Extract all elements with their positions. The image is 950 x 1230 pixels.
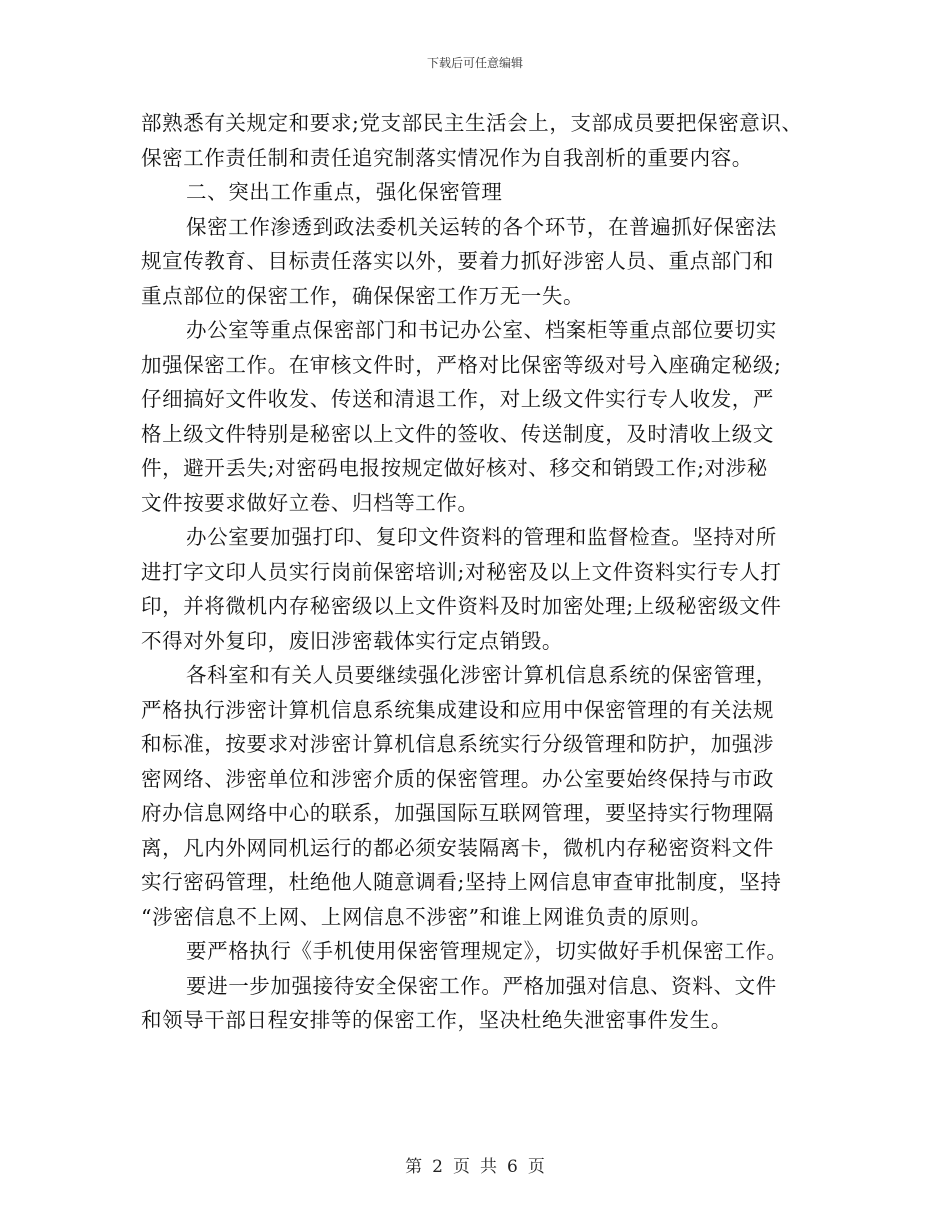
text-line: 密网络、涉密单位和涉密介质的保密管理。办公室要始终保持与市政 [141,766,774,791]
text-line: 和标准，按要求对涉密计算机信息系统实行分级管理和防护，加强涉 [141,732,774,756]
text-line: 件，避开丢失;对密码电报按规定做好核对、移交和销毁工作;对涉秘 [141,456,768,480]
text-line: 实行密码管理，杜绝他人随意调看;坚持上网信息审查审批制度，坚持 [141,870,782,894]
total-pages: 6 [507,1157,518,1177]
text-line: 保密工作责任制和责任追究制落实情况作为自我剖析的重要内容。 [141,145,753,170]
text-line: 进打字文印人员实行岗前保密培训;对秘密及以上文件资料实行专人打 [141,559,782,584]
footer-word: 页 [527,1157,545,1177]
text-line: 文件按要求做好立卷、归档等工作。 [141,490,479,515]
text-line: 办公室要加强打印、复印文件资料的管理和监督检查。坚持对所 [186,525,777,549]
text-line: 格上级文件特别是秘密以上文件的签收、传送制度，及时清收上级文 [141,421,774,446]
page-footer [0,1152,950,1177]
document-body [141,106,821,1038]
text-line: 仔细搞好文件收发、传送和清退工作，对上级文件实行专人收发，严 [141,387,774,411]
text-line: 加强保密工作。在审核文件时，严格对比保密等级对号入座确定秘级; [141,352,782,377]
text-line: 保密工作渗透到政法委机关运转的各个环节，在普遍抓好保密法 [186,214,777,239]
page-number: 2 [432,1157,443,1177]
text-line: 要严格执行《手机使用保密管理规定》，切实做好手机保密工作。 [186,939,788,963]
footer-word: 页 [453,1157,470,1177]
text-line: 严格执行涉密计算机信息系统集成建设和应用中保密管理的有关法规 [141,697,774,722]
text-line: “涉密信息不上网、上网信息不涉密”和谁上网谁负责的原则。 [141,904,712,929]
text-line: 部熟悉有关规定和要求;党支部民主生活会上，支部成员要把保密意识、 [141,111,803,135]
text-line: 规宣传教育、目标责任落实以外，要着力抓好涉密人员、重点部门和 [141,249,774,273]
footer-word: 第 [405,1157,423,1177]
text-line: 印，并将微机内存秘密级以上文件资料及时加密处理;上级秘密级文件 [141,594,782,618]
footer-word: 共 [480,1157,497,1177]
text-line: 和领导干部日程安排等的保密工作，坚决杜绝失泄密事件发生。 [141,1008,732,1032]
page-header: 下载后可任意编辑 [426,56,523,70]
text-line: 办公室等重点保密部门和书记办公室、档案柜等重点部位要切实 [186,318,777,342]
text-line: 要进一步加强接待安全保密工作。严格加强对信息、资料、文件 [186,973,777,998]
text-line: 离，凡内外网同机运行的都必须安装隔离卡，微机内存秘密资料文件 [141,835,774,860]
text-line: 不得对外复印，废旧涉密载体实行定点销毁。 [141,628,563,653]
text-line: 重点部位的保密工作，确保保密工作万无一失。 [141,283,585,308]
section-heading: 二、突出工作重点，强化保密管理 [186,180,503,204]
text-line: 府办信息网络中心的联系，加强国际互联网管理，要坚持实行物理隔 [141,801,774,825]
text-line: 各科室和有关人员要继续强化涉密计算机信息系统的保密管理， [186,663,777,687]
